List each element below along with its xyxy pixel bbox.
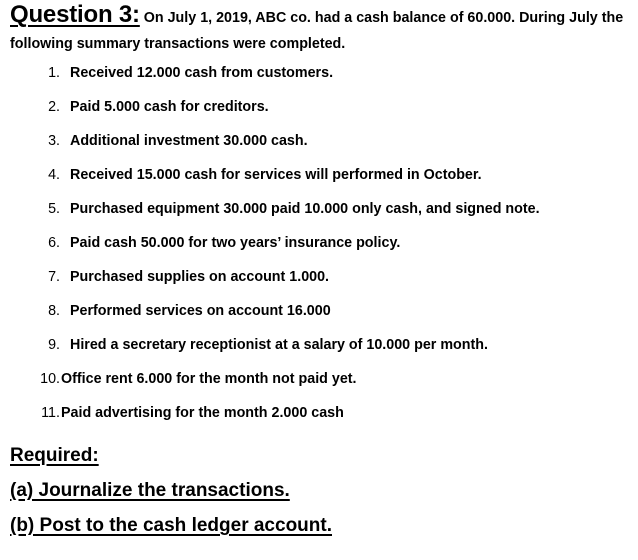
required-item-journalize: (a) Journalize the transactions. [10, 480, 290, 501]
item-number: 2. [48, 99, 60, 115]
item-text: Additional investment 30.000 cash. [70, 133, 308, 149]
list-item [10, 99, 632, 133]
list-item [10, 65, 632, 99]
item-number: 7. [48, 269, 60, 285]
item-text: Paid cash 50.000 for two years’ insurance policy. [70, 235, 401, 251]
item-text: Performed services on account 16.000 [70, 303, 331, 319]
item-text: Purchased supplies on account 1.000. [70, 269, 330, 285]
list-item [10, 405, 632, 439]
list-item [10, 167, 632, 201]
item-text: Purchased equipment 30.000 paid 10.000 only cash, and signed note. [70, 201, 540, 217]
item-text: Received 12.000 cash from customers. [70, 65, 334, 81]
required-item-post-ledger: (b) Post to the cash ledger account. [10, 515, 332, 536]
transaction-list [10, 65, 632, 439]
item-text: Office rent 6.000 for the month not paid yet. [61, 371, 357, 387]
question-intro [10, 0, 632, 57]
item-number: 11. [41, 405, 60, 421]
item-number: 6. [48, 235, 60, 251]
question-heading: Question 3: [10, 1, 140, 28]
document-page [10, 0, 632, 543]
item-number: 8. [48, 303, 60, 319]
list-item [10, 337, 632, 371]
item-text: Paid advertising for the month 2.000 cash [61, 405, 344, 421]
list-item [10, 269, 632, 303]
item-text: Paid 5.000 cash for creditors. [70, 99, 269, 115]
list-item [10, 303, 632, 337]
item-text: Received 15.000 cash for services will performed in October. [70, 167, 482, 183]
list-item [10, 371, 632, 405]
item-number: 5. [48, 201, 60, 217]
list-item [10, 201, 632, 235]
item-text: Hired a secretary receptionist at a salary of 10.000 per month. [70, 337, 488, 353]
item-number: 9. [48, 337, 60, 353]
item-number: 4. [48, 167, 60, 183]
item-number: 3. [48, 133, 60, 149]
item-number: 1. [48, 65, 60, 81]
list-item [10, 133, 632, 167]
required-heading: Required: [10, 445, 99, 466]
item-number: 10. [40, 371, 60, 387]
list-item [10, 235, 632, 269]
question-intro-text: On July 1, 2019, ABC co. had a cash balance of 60.000. During July the following summary transactions were completed. [10, 10, 624, 52]
